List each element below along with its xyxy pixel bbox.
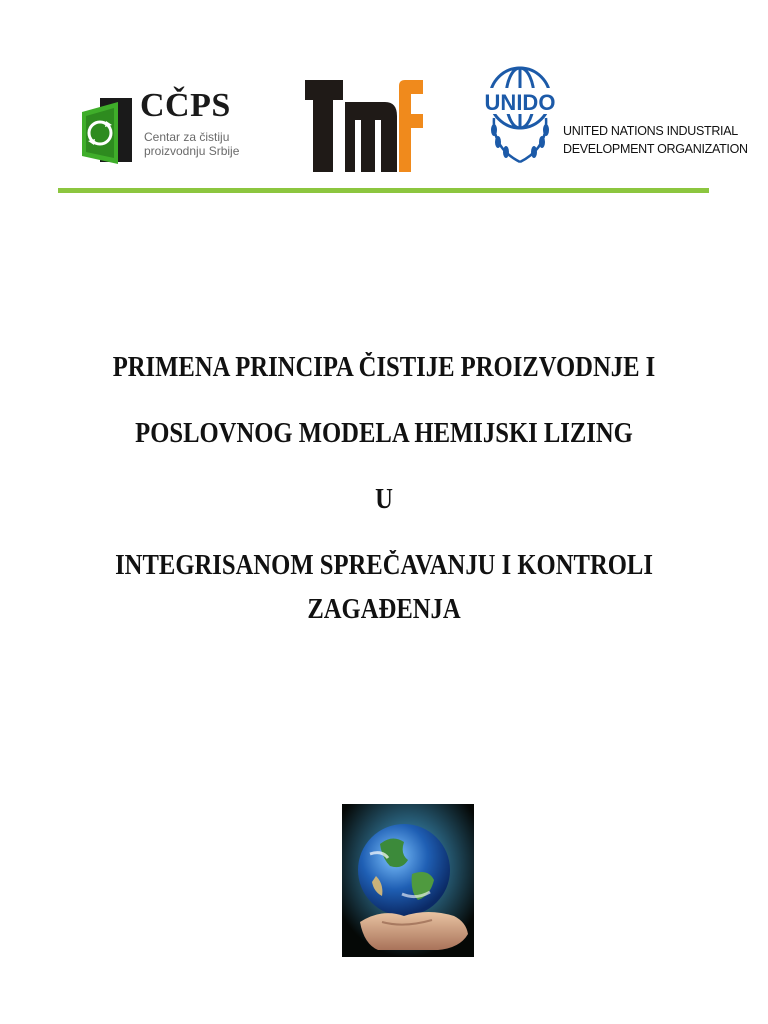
- ccps-recycle-icon: [82, 94, 134, 168]
- header-divider: [58, 188, 709, 193]
- globe-in-hands-image: [342, 804, 474, 957]
- document-title: [40, 352, 728, 626]
- unido-emblem-icon: [484, 58, 556, 170]
- title-line-5: ZAGAĐENJA: [307, 594, 461, 625]
- ccps-subtitle-line1: Centar za čistiju: [144, 130, 230, 144]
- title-line-3: U: [375, 484, 393, 515]
- title-line-4: INTEGRISANOM SPREČAVANJU I KONTROLI: [115, 550, 653, 581]
- ccps-subtitle-line2: proizvodnju Srbije: [144, 144, 240, 158]
- ccps-subtitle: [144, 130, 239, 158]
- title-line-2: POSLOVNOG MODELA HEMIJSKI LIZING: [135, 418, 633, 449]
- ccps-wordmark: CČPS: [140, 87, 231, 124]
- unido-caption-line2: DEVELOPMENT ORGANIZATION: [563, 142, 748, 156]
- tmf-logo: [305, 80, 423, 172]
- ccps-logo: [82, 87, 240, 174]
- unido-caption: [563, 122, 748, 158]
- svg-text:UNIDO: UNIDO: [484, 90, 556, 115]
- unido-caption-line1: UNITED NATIONS INDUSTRIAL: [563, 124, 738, 138]
- title-line-1: PRIMENA PRINCIPA ČISTIJE PROIZVODNJE I: [112, 352, 656, 383]
